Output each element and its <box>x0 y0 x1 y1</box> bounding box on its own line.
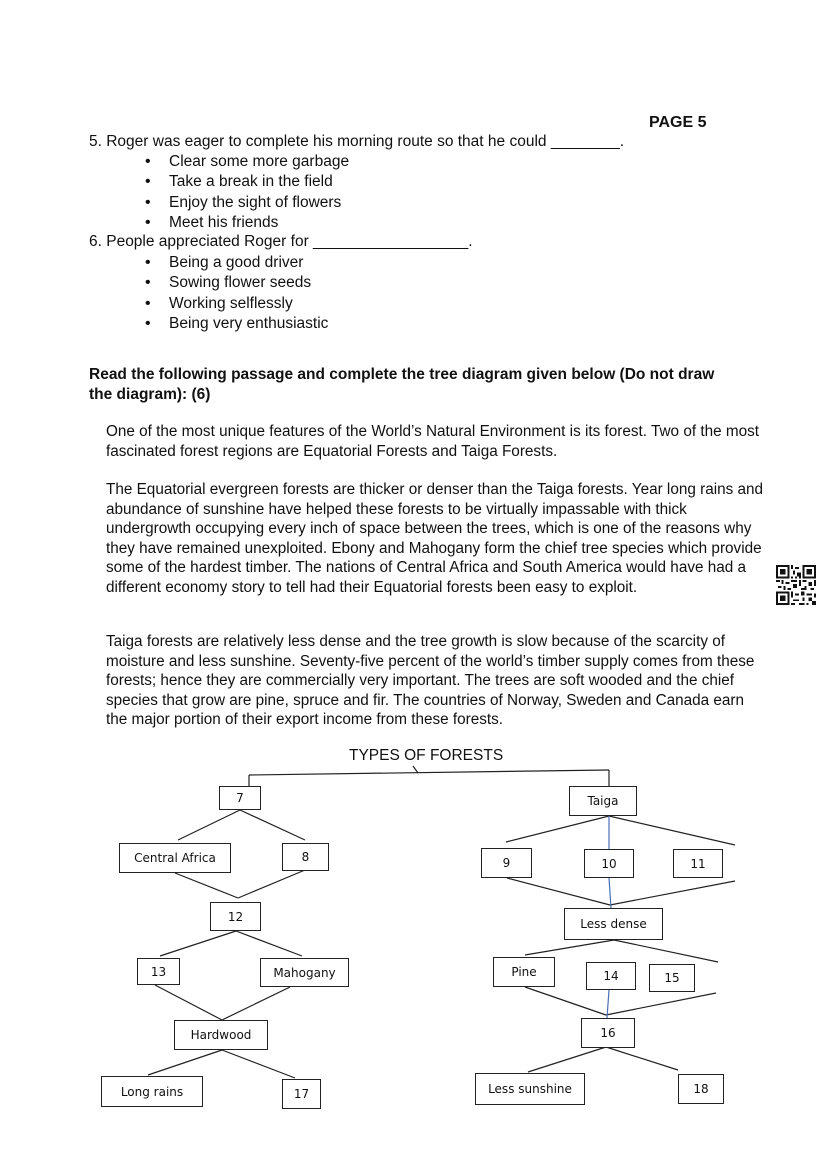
blank-box-17: 17 <box>282 1079 321 1109</box>
taiga-box: Taiga <box>569 786 637 816</box>
less-dense-box: Less dense <box>564 908 663 940</box>
blank-box-10: 10 <box>584 849 634 878</box>
blank-box-13: 13 <box>137 958 180 985</box>
section-instruction: Read the following passage and complete the tree diagram given below (Do not draw the diagram): (6) <box>89 366 715 403</box>
passage-paragraph-3: Taiga forests are relatively less dense and the tree growth is slow because of the scarcity of moisture and less sunshine. Seventy-five percent of the world’s timber supply comes from these forests; hence they are commercially very important. The trees are soft wooded and the chief species that grow are pine, spruce and fir. The countries of Norway, Sweden and Canada earn the major portion of their export income from these forests. <box>106 633 755 728</box>
option-item: • Meet his friends <box>145 213 349 233</box>
option-item: • Working selflessly <box>145 294 328 314</box>
long-rains-box: Long rains <box>101 1076 203 1107</box>
less-sunshine-box: Less sunshine <box>475 1073 585 1105</box>
option-item: • Being a good driver <box>145 253 328 273</box>
question-5: 5. Roger was eager to complete his morning route so that he could ________. <box>89 133 625 150</box>
blank-box-18: 18 <box>678 1074 724 1104</box>
question-6: 6. People appreciated Roger for __________________. <box>89 233 473 250</box>
option-item: • Being very enthusiastic <box>145 314 328 334</box>
blank-box-14: 14 <box>586 962 636 990</box>
option-item: • Take a break in the field <box>145 172 349 192</box>
left-root-box: 7 <box>219 786 261 810</box>
blank-box-11: 11 <box>673 849 723 878</box>
option-item: • Clear some more garbage <box>145 152 349 172</box>
blank-box-15: 15 <box>649 964 695 992</box>
option-item: • Enjoy the sight of flowers <box>145 193 349 213</box>
diagram-title: TYPES OF FORESTS <box>349 747 504 764</box>
blank-box-8: 8 <box>282 843 329 871</box>
option-item: • Sowing flower seeds <box>145 273 328 293</box>
passage-paragraph-1: One of the most unique features of the World’s Natural Environment is its forest. Two of the most fascinated forest regions are Equatorial Forests and Taiga Forests. <box>106 423 759 460</box>
blank-box-16: 16 <box>581 1018 635 1048</box>
central-africa-box: Central Africa <box>119 843 231 873</box>
page-number: PAGE 5 <box>649 114 707 131</box>
blank-box-12: 12 <box>210 902 261 931</box>
mahogany-box: Mahogany <box>260 958 349 987</box>
pine-box: Pine <box>493 957 555 987</box>
blank-box-9: 9 <box>481 848 532 878</box>
passage-paragraph-2: The Equatorial evergreen forests are thicker or denser than the Taiga forests. Year long rains and abundance of sunshine have helped these forests to be virtually impassable with thick undergrowth occupying every inch of space between the trees, which is one of the reasons why they have remained unexploited. Ebony and Mahogany form the chief tree species which provide some of the hardest timber. The nations of Central Africa and South America would have had a different economy story to tell had their Equatorial forests been easy to exploit. <box>106 481 764 596</box>
hardwood-box: Hardwood <box>174 1020 268 1050</box>
